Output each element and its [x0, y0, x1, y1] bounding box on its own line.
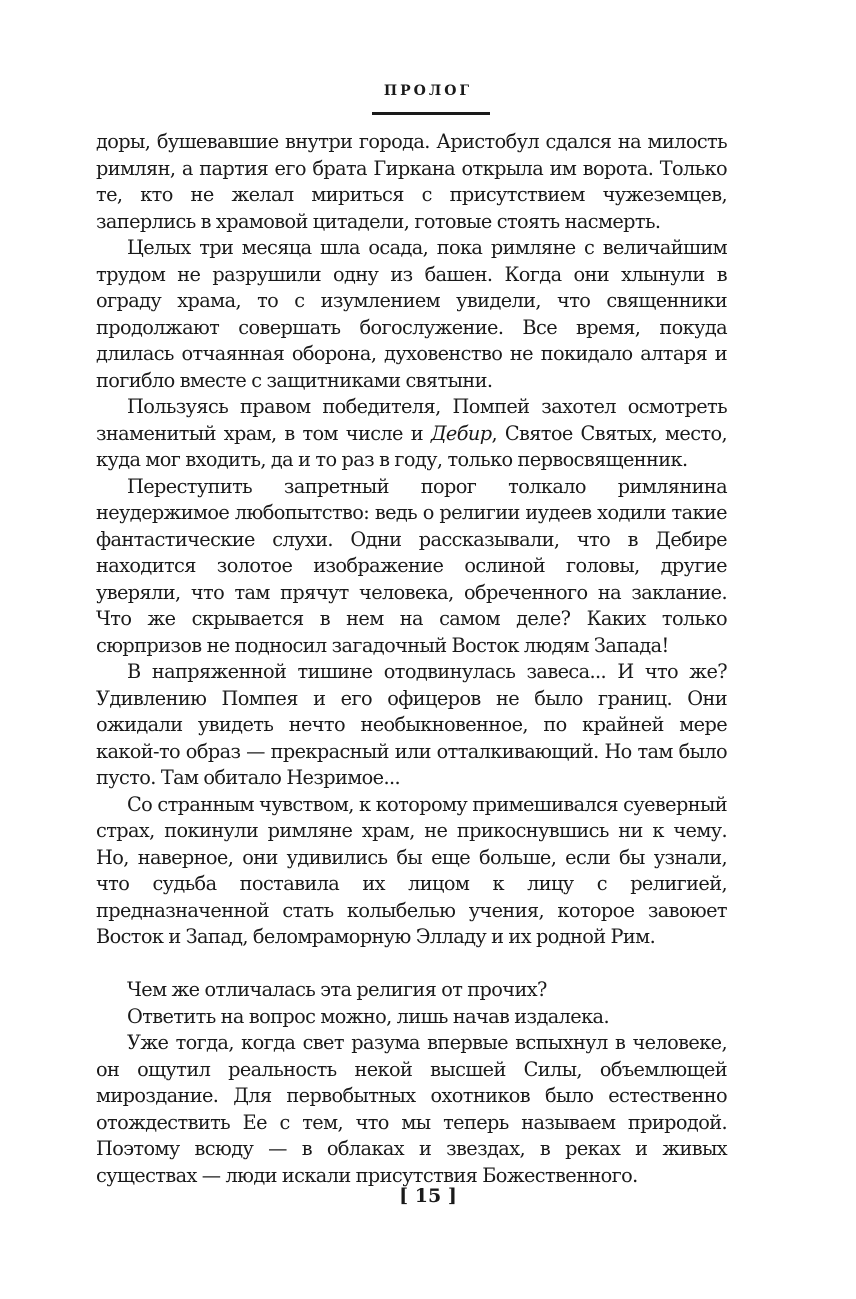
running-head-rule	[372, 112, 490, 115]
section-break	[96, 951, 727, 978]
paragraph-text: , Святое Святых, место, куда мог входить, да и то раз в году, только первосвященник.	[96, 421, 727, 471]
paragraph: Целых три месяца шла осада, пока римляне с величайшим трудом не разрушили одну из башен. Когда они хлынули в ограду храма, то с изумлением увидели, что священники продолжают совершать богослужение. Все время, покуда длилась отчаянная оборона, духовенство не покидало алтаря и погибло вместе с защитниками святыни.	[96, 236, 727, 392]
paragraph: Со странным чувством, к которому примешивался суеверный страх, покинули римляне храм, не прикоснувшись ни к чему. Но, наверное, они удивились бы еще больше, если бы узнали, что судьба поставила их лицом к лицу с религией, предназначенной стать колыбелью учения, которое завоюет Восток и Запад, беломраморную Элладу и их родной Рим.	[96, 792, 727, 948]
paragraph: Ответить на вопрос можно, лишь начав издалека.	[127, 1004, 609, 1028]
running-head: ПРОЛОГ	[383, 83, 473, 99]
paragraph: Переступить запретный порог толкало римлянина неудержимое любопытство: ведь о религии иудеев ходили такие фантастические слухи. Одни рассказывали, что в Дебире находится золотое изображение ослиной головы, другие уверяли, что там прячут человека, обреченного на заклание. Что же скрывается в нем на самом деле? Каких только сюрпризов не подносил загадочный Восток людям Запада!	[96, 474, 727, 657]
paragraph-text: Пользуясь правом победителя, Помпей захотел осмотреть знаменитый храм, в том числе и	[96, 395, 727, 445]
italic-term: Дебир	[430, 421, 492, 445]
body-text	[96, 129, 727, 1189]
paragraph	[96, 394, 727, 474]
paragraph: В напряженной тишине отодвинулась завеса... И что же? Удивлению Помпея и его офицеров не было границ. Они ожидали увидеть нечто необыкновенное, по крайней мере какой-то образ — прекрасный или отталкивающий. Но там было пусто. Там обитало Незримое...	[96, 660, 727, 789]
paragraph: Уже тогда, когда свет разума впервые вспыхнул в человеке, он ощутил реальность некой высшей Силы, объемлющей мироздание. Для первобытных охотников было естественно отождествить Ее с тем, что мы теперь называем природой. Поэтому всюду — в облаках и звездах, в реках и живых существах — люди искали присутствия Божественного.	[96, 1031, 727, 1187]
paragraph: доры, бушевавшие внутри города. Аристобул сдался на милость римлян, а партия его брата Гиркана открыла им ворота. Только те, кто не желал мириться с присутствием чужеземцев, заперлись в храмовой цитадели, готовые стоять насмерть.	[96, 130, 727, 233]
page-number: [ 15 ]	[399, 1185, 457, 1207]
paragraph: Чем же отличалась эта религия от прочих?	[127, 978, 547, 1001]
